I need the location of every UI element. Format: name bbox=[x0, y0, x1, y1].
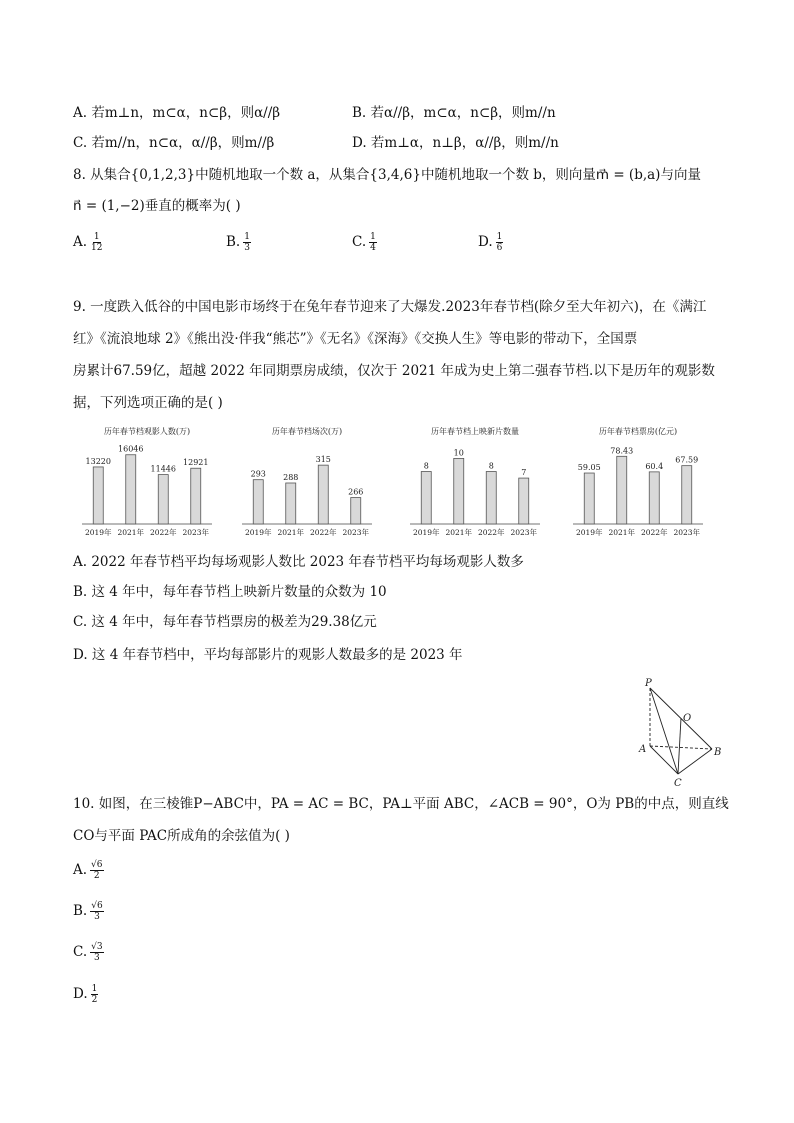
chart-tick-label: 2022年 bbox=[149, 528, 177, 537]
fraction: $\frac{1}{4}$ bbox=[370, 232, 376, 253]
segment-co bbox=[678, 718, 681, 774]
q10-option-b: B. $\frac{√6}{3}$ bbox=[73, 901, 103, 922]
chart-bar bbox=[519, 478, 529, 524]
chart-data-label: 10 bbox=[453, 448, 464, 458]
chart-tick-label: 2023年 bbox=[182, 528, 210, 537]
chart-tick-label: 2023年 bbox=[510, 528, 538, 537]
chart-bar bbox=[682, 466, 692, 524]
chart-tick-label: 2021年 bbox=[117, 528, 145, 537]
label-b: B bbox=[714, 747, 722, 758]
chart-bar bbox=[93, 467, 103, 524]
label-p: P bbox=[645, 678, 652, 689]
chart-title: 历年春节档票房(亿元) bbox=[598, 427, 678, 436]
chart-tick-label: 2019年 bbox=[575, 528, 603, 537]
q9-option-c: C. 这 4 年中，每年春节档票房的极差为29.38亿元 bbox=[73, 614, 377, 630]
fraction: $\frac{1}{2}$ bbox=[91, 984, 98, 1005]
q10-stem-line1: 10. 如图，在三棱锥P−ABC中，PA = AC = BC，PA⊥平面 ABC，∠ACB = 90°，O为 PB的中点，则直线 bbox=[73, 796, 729, 812]
fraction: $\frac{√6}{2}$ bbox=[91, 860, 103, 881]
chart-tick-label: 2021年 bbox=[277, 528, 305, 537]
tetrahedron-figure bbox=[630, 676, 730, 788]
q7-option-b: B. 若α//β，m⊂α，n⊂β，则m//n bbox=[352, 105, 556, 121]
chart-data-label: 8 bbox=[488, 461, 494, 471]
chart-tick-label: 2019年 bbox=[84, 528, 112, 537]
chart-data-label: 11446 bbox=[150, 464, 176, 474]
q10-stem-line2: CO与平面 PAC所成角的余弦值为( ) bbox=[73, 828, 290, 844]
chart-title: 历年春节档场次(万) bbox=[271, 427, 343, 436]
chart-data-label: 288 bbox=[283, 473, 299, 482]
edge-ab bbox=[650, 746, 712, 749]
q9-stem-line2: 红》《流浪地球 2》《熊出没·伴我“熊芯”》《无名》《深海》《交换人生》等电影的带动下，全国票 bbox=[73, 331, 638, 347]
chart-data-label: 315 bbox=[315, 455, 331, 465]
fraction: $\frac{√3}{3}$ bbox=[91, 942, 103, 963]
q8-option-d: D. $\frac{1}{6}$ bbox=[478, 232, 503, 253]
q7-option-a: A. 若m⊥n，m⊂α，n⊂β，则α//β bbox=[73, 105, 281, 121]
chart-data-label: 293 bbox=[250, 469, 266, 479]
chart-data-label: 16046 bbox=[118, 444, 144, 454]
chart-tick-label: 2023年 bbox=[673, 528, 701, 537]
chart-data-label: 59.05 bbox=[577, 463, 601, 473]
chart-tick-label: 2022年 bbox=[477, 528, 505, 537]
chart-data-label: 7 bbox=[521, 468, 527, 478]
chart-data-label: 12921 bbox=[183, 458, 209, 468]
fraction: $\frac{1}{6}$ bbox=[496, 232, 503, 253]
fraction: $\frac{√6}{3}$ bbox=[91, 901, 103, 922]
fraction: $\frac{1}{12}$ bbox=[91, 232, 103, 253]
q7-option-d: D. 若m⊥α，n⊥β，α//β，则m//n bbox=[352, 135, 559, 151]
chart-bar bbox=[421, 472, 431, 524]
chart-bar bbox=[318, 465, 328, 524]
edge-bc bbox=[678, 749, 712, 774]
chart-bar bbox=[649, 472, 659, 524]
chart-bar bbox=[191, 468, 201, 524]
q9-bar-charts bbox=[0, 420, 794, 545]
chart-tick-label: 2019年 bbox=[244, 528, 272, 537]
chart-bar bbox=[486, 472, 496, 524]
chart-bar bbox=[351, 498, 361, 524]
label-c: C bbox=[674, 778, 682, 788]
chart-bar bbox=[617, 456, 627, 524]
q9-stem-line3: 房累计67.59亿，超越 2022 年同期票房成绩，仅次于 2021 年成为史上第二强春节档.以下是历年的观影数 bbox=[73, 363, 715, 379]
q10-option-d: D. $\frac{1}{2}$ bbox=[73, 984, 98, 1005]
q9-stem-line1: 9. 一度跌入低谷的中国电影市场终于在兔年春节迎来了大爆发.2023年春节档(除夕至大年初六)，在《满江 bbox=[73, 299, 707, 315]
chart-data-label: 67.59 bbox=[675, 455, 699, 465]
chart-data-label: 78.43 bbox=[610, 446, 634, 456]
chart-tick-label: 2022年 bbox=[309, 528, 337, 537]
chart-bar bbox=[286, 483, 296, 524]
chart-bar bbox=[126, 455, 136, 524]
q9-option-a: A. 2022 年春节档平均每场观影人数比 2023 年春节档平均每场观影人数多 bbox=[73, 554, 524, 570]
chart-bar bbox=[454, 458, 464, 524]
chart-tick-label: 2021年 bbox=[608, 528, 636, 537]
q8-option-a: A. $\frac{1}{12}$ bbox=[73, 232, 103, 253]
q9-option-b: B. 这 4 年中，每年春节档上映新片数量的众数为 10 bbox=[73, 584, 387, 600]
q10-option-c: C. $\frac{√3}{3}$ bbox=[73, 942, 103, 963]
edge-pc bbox=[650, 688, 678, 774]
q8-stem-line2: n⃗ = (1,−2)垂直的概率为( ) bbox=[73, 198, 241, 214]
label-o: O bbox=[683, 713, 692, 724]
q7-option-c: C. 若m//n，n⊂α，α//β，则m//β bbox=[73, 135, 275, 151]
chart-title: 历年春节档观影人数(万) bbox=[103, 427, 191, 436]
chart-bar bbox=[584, 473, 594, 524]
chart-bar bbox=[253, 480, 263, 524]
chart-title: 历年春节档上映新片数量 bbox=[431, 427, 519, 436]
chart-data-label: 60.4 bbox=[645, 461, 664, 471]
q8-option-c: C. $\frac{1}{4}$ bbox=[352, 232, 376, 253]
chart-tick-label: 2019年 bbox=[412, 528, 440, 537]
q9-stem-line4: 据，下列选项正确的是( ) bbox=[73, 395, 223, 411]
chart-bar bbox=[158, 475, 168, 524]
chart-data-label: 13220 bbox=[85, 456, 111, 466]
label-a: A bbox=[639, 744, 647, 755]
chart-tick-label: 2022年 bbox=[640, 528, 668, 537]
fraction: $\frac{1}{3}$ bbox=[244, 232, 250, 253]
chart-data-label: 266 bbox=[348, 487, 364, 497]
chart-data-label: 8 bbox=[423, 461, 429, 471]
chart-tick-label: 2021年 bbox=[445, 528, 473, 537]
q8-stem-line1: 8. 从集合{0,1,2,3}中随机地取一个数 a，从集合{3,4,6}中随机地取一个数 b，则向量m⃗ = (b,a)与向量 bbox=[73, 167, 701, 183]
chart-tick-label: 2023年 bbox=[342, 528, 370, 537]
q8-option-b: B. $\frac{1}{3}$ bbox=[226, 232, 250, 253]
q9-option-d: D. 这 4 年春节档中，平均每部影片的观影人数最多的是 2023 年 bbox=[73, 647, 463, 663]
q10-option-a: A. $\frac{√6}{2}$ bbox=[73, 860, 103, 881]
